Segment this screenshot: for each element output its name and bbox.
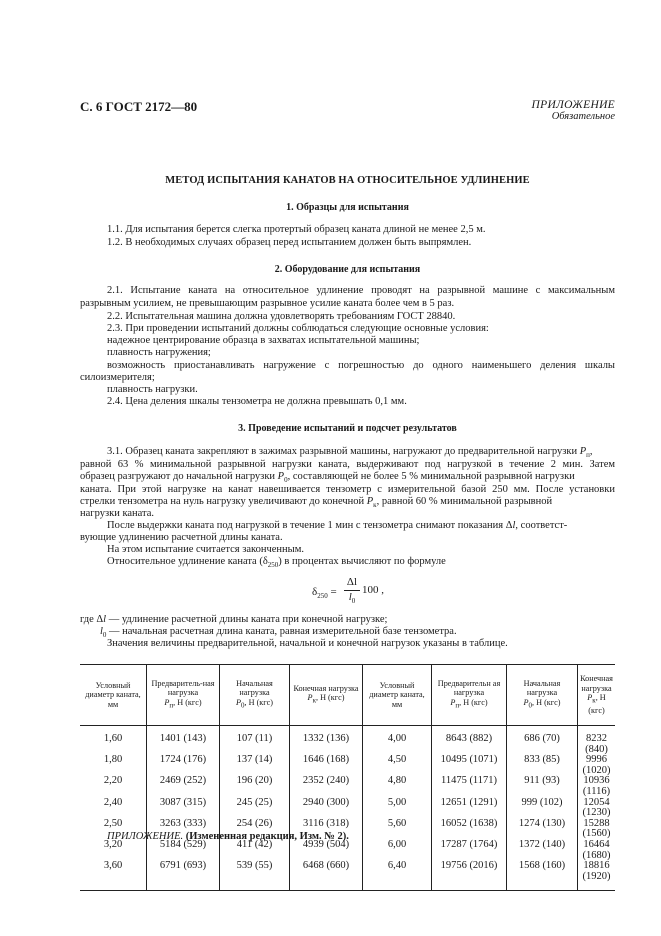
formula-numerator: Δl [346,576,358,588]
section-3-title: 3. Проведение испытаний и подсчет результатов [238,423,457,434]
header-diameter: Условный диаметр каната, мм [80,665,147,726]
appendix-subtitle: Обязательное [551,111,615,122]
header-initial-load: Начальная нагрузка $P_0$, Н (кгс) [220,665,290,726]
header-final-load: Конечная нагрузка $P_к$, Н (кгс) [290,665,363,726]
header-diameter-2: Условный диаметр каната, мм [363,665,432,726]
header-final-load-2: Конечная нагрузка $P_к$, Н (кгс) [578,665,616,726]
elongation-formula: $\delta_{250}$ = Δl $l_0$ 100 , [312,576,384,606]
note-italic: ПРИЛОЖЕНИЕ. [107,831,184,842]
page-header: С. 6 ГОСТ 2172—80 [80,99,198,114]
paragraph-2-2: 2.2. Испытательная машина должна удовлетворять требованиям ГОСТ 28840. [107,311,456,322]
paragraph-1-1: 1.1. Для испытания берется слегка протертый образец каната длиной не менее 2,5 м. [107,224,486,235]
formula-denominator: $l_0$ [348,591,356,606]
appendix-label [532,99,615,123]
section-2-title: 2. Оборудование для испытания [274,264,421,275]
paragraph-2-3: 2.3. При проведении испытаний должны соблюдаться следующие основные условия: [107,323,489,334]
appendix-title: ПРИЛОЖЕНИЕ [531,99,615,111]
header-preliminary-load-2: Предварительн ая нагрузка $P_п$, Н (кгс) [432,665,507,726]
table-row: 2,50 3263 (333) 254 (26) 3116 (318) 5,60 16052 (1638) 1274 (130) 15288 (1560) [80,819,615,840]
condition-3-a: возможность приостанавливать нагружение с погрешностью до одного наименьшего деления шкалы [107,360,615,371]
paragraph-3-1-line-6: нагрузки каната. [80,508,155,519]
note-bold: (Измененная редакция, Изм. № 2). [185,831,349,842]
header-preliminary-load: Предваритель-ная нагрузка $P_п$, Н (кгс) [147,665,220,726]
document-title: МЕТОД ИСПЫТАНИЯ КАНАТОВ НА ОТНОСИТЕЛЬНОЕ УДЛИНЕНИЕ [165,175,530,186]
paragraph-3-1-line-7: После выдержки каната под нагрузкой в течение 1 мин с тензометра снимают показания Δl, соответст- [107,520,568,531]
table-row: 1,60 1401 (143) 107 (11) 1332 (136) 4,00 8643 (882) 686 (70) 8232 (840) [80,734,615,755]
table-row: 2,40 3087 (315) 245 (25) 2940 (300) 5,00 12651 (1291) 999 (102) 12054 (1230) [80,798,615,819]
paragraph-2-1-b: разрывным усилием, не превышающим разрывное усилие каната более чем в 5 раз. [80,298,455,309]
paragraph-2-1-a: 2.1. Испытание каната на относительное удлинение проводят на разрывной машине с максимальным [107,285,615,296]
section-1-title: 1. Образцы для испытания [286,202,409,213]
header-initial-load-2: Начальная нагрузка $P_0$, Н (кгс) [507,665,578,726]
paragraph-3-1-line-2: равной 63 % минимальной разрывной нагрузки каната, выдерживают под нагрузкой в течение 2 мин. Затем [80,459,615,470]
condition-3-b: силоизмерителя; [80,372,155,383]
condition-1: надежное центрирование образца в захватах испытательной машины; [107,335,420,346]
paragraph-3-1-line-9: На этом испытание считается законченным. [107,544,304,555]
where-line-1: где Δl — удлинение расчетной длины каната при конечной нагрузке; [80,614,388,625]
table-row: 3,60 6791 (693) 539 (55) 6468 (660) 6,40 19756 (2016) 1568 (160) 18816 (1920) [80,861,615,882]
paragraph-3-1-line-1: 3.1. Образец каната закрепляют в зажимах разрывной машины, нагружают до предварительной нагрузки $P_п$, [107,446,593,460]
amendment-note [107,831,349,842]
paragraph-3-1-line-10: Относительное удлинение каната $(\delta_{250})$ в процентах вычисляют по формуле [107,556,446,570]
paragraph-1-2: 1.2. В необходимых случаях образец перед испытанием должен быть выпрямлен. [107,237,472,248]
table-row: 3,20 5184 (529) 411 (42) 4939 (504) 6,00 17287 (1764) 1372 (140) 16464 (1680) [80,840,615,861]
paragraph-3-1-line-5: стрелки тензометра на нуль нагрузку увеличивают до конечной $P_к$, равной 60 % минимальной разрывной [80,496,553,510]
paragraph-3-1-line-3: образец разгружают до начальной нагрузки $P_0$, составляющей не более 5 % минимальной разрывной нагрузки [80,471,575,485]
table-header-row [80,665,615,726]
where-line-2: $l_0$ — начальная расчетная длина каната, равная измерительной базе тензометра. [100,626,457,640]
formula-multiplier: 100 , [362,584,384,596]
where-line-3: Значения величины предварительной, начальной и конечной нагрузок указаны в таблице. [107,638,508,649]
loads-table [80,664,615,891]
paragraph-2-4: 2.4. Цена деления шкалы тензометра не должна превышать 0,1 мм. [107,396,407,407]
table-row: 1,80 1724 (176) 137 (14) 1646 (168) 4,50 10495 (1071) 833 (85) 9996 (1020) [80,755,615,776]
condition-2: плавность нагружения; [107,347,211,358]
paragraph-3-1-line-8: вующие удлинению расчетной длины каната. [80,532,283,543]
paragraph-3-1-line-4: каната. При этой нагрузке на канат навешивается тензометр с измерительной базой 250 мм. После установки [80,484,615,495]
table-row: 2,20 2469 (252) 196 (20) 2352 (240) 4,80 11475 (1171) 911 (93) 10936 (1116) [80,776,615,797]
condition-4: плавность нагрузки. [107,384,198,395]
